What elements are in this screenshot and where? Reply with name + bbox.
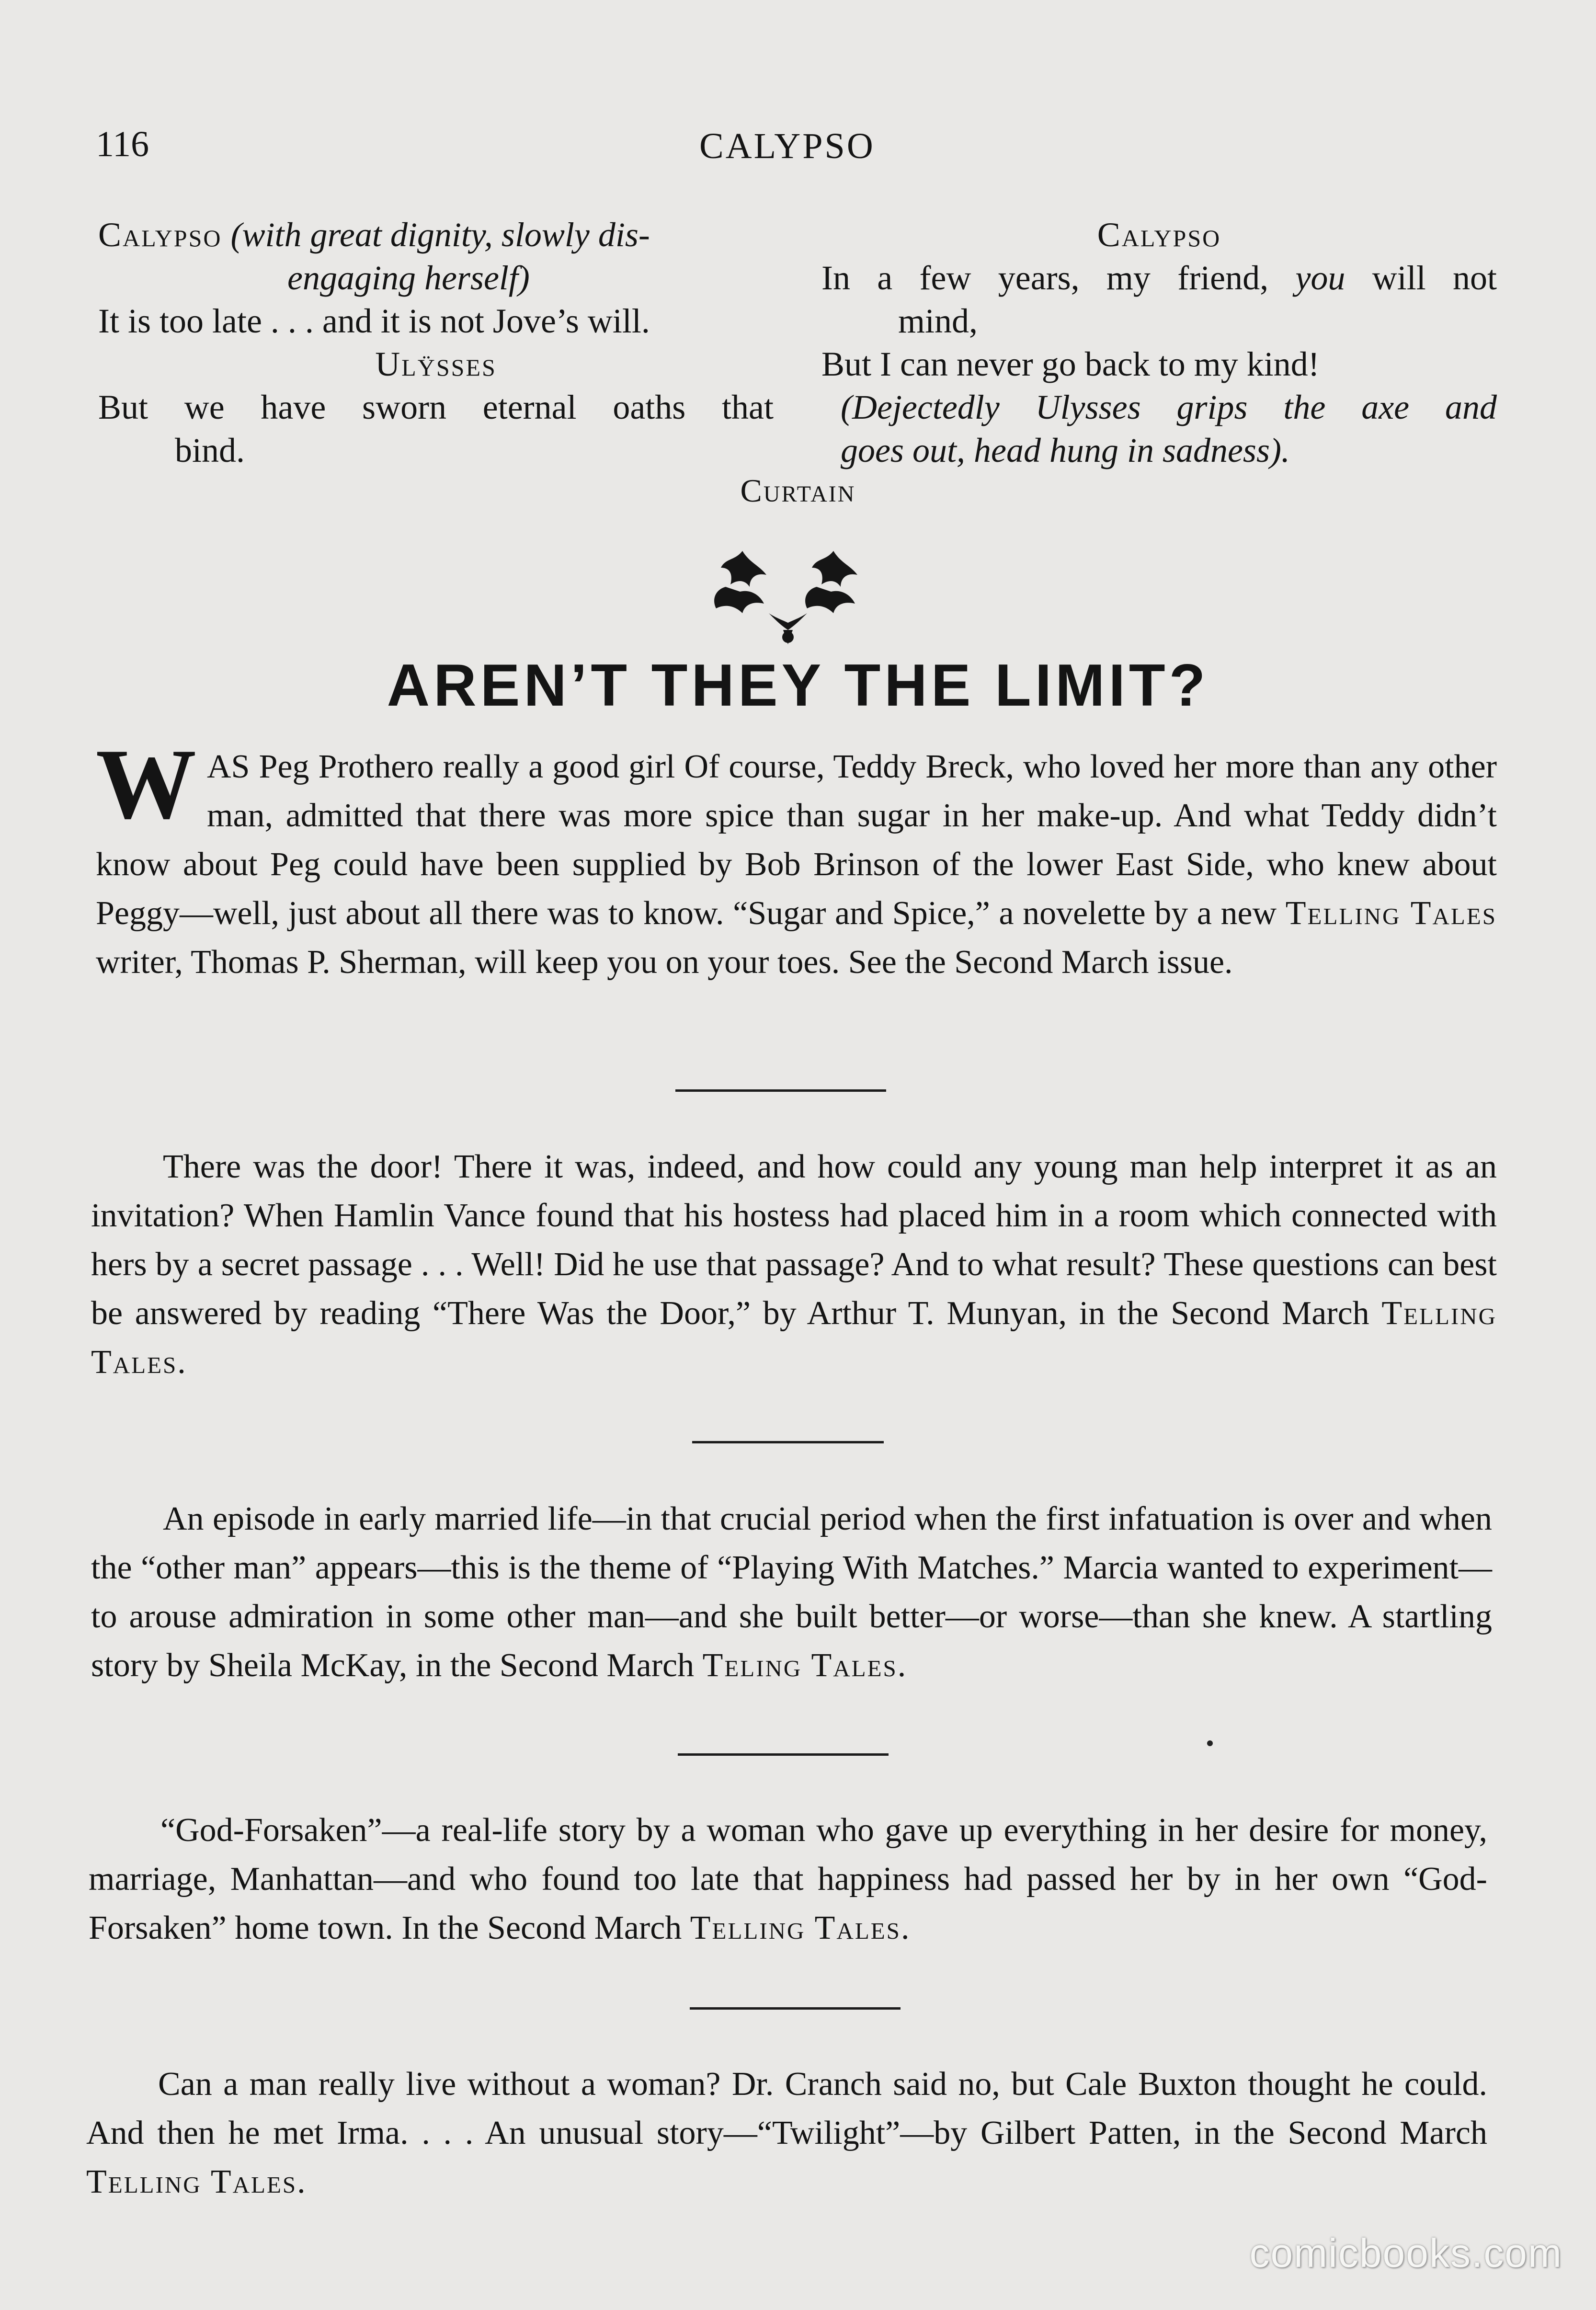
section-divider — [678, 1753, 889, 1756]
watermark: comicbooks.com — [1249, 2230, 1562, 2276]
reply-emphasis: you — [1295, 259, 1345, 297]
reply-text-end: will not — [1372, 259, 1497, 297]
ink-speck — [1207, 1740, 1213, 1746]
blurb-text: There was the door! There it was, indeed, and how could any young man help interpret it as an invitation? When Hamlin Vance found that his hostess had placed him in a room which connected with hers by a secret passage . . . Well! Did he use that passage? And to what result? These questions can best be answered by reading “There Was the Door,” by Arthur T. Munyan, in the Second March — [91, 1148, 1497, 1332]
blurb-sugar-and-spice — [96, 729, 1497, 987]
article-headline: AREN’T THEY THE LIMIT? — [387, 652, 1209, 719]
page-number: 116 — [96, 124, 149, 164]
speaker-calypso: Calypso — [98, 216, 222, 254]
dialogue-left-column — [98, 213, 774, 472]
magazine-title: Telling Tales — [1285, 895, 1497, 932]
blurb-playing-with-matches — [91, 1495, 1492, 1690]
blurb-period: . — [297, 2163, 306, 2200]
magazine-title: Teling Tales — [702, 1647, 898, 1684]
blurb-text: An episode in early married life—in that crucial period when the first infatuation is over and when the “other man” appears—this is the theme of “Playing With Matches.” Marcia wanted to experiment—to arouse admiration in some other man—and she built better—or worse—than she knew. A startling story by Sheila McKay, in the Second March — [91, 1500, 1492, 1684]
section-divider — [690, 2007, 901, 2010]
section-divider — [692, 1441, 884, 1443]
blurb-text: AS Peg Prothero really a good girl Of course, Teddy Breck, who loved her more than any other man, admitted that there was more spice than sugar in her make-up. And what Teddy didn’t know about Peg could have been supplied by Bob Brinson of the lower East Side, who knew about Peggy—well, just about all there was to know. “Sugar and Spice,” a novelette by a new — [96, 748, 1497, 932]
dialogue-right-column — [821, 213, 1497, 472]
magazine-title: Telling Tales — [91, 1295, 1497, 1381]
blurb-text: “God-Forsaken”—a real-life story by a woman who gave up everything in her desire for money, marriage, Manhattan—and who found too late that happiness had passed her by in her own “God-Forsaken” home town. In the Second March — [89, 1812, 1487, 1946]
ulysses-line: But we have sworn eternal oaths that — [98, 388, 774, 426]
blurb-god-forsaken — [89, 1806, 1487, 1953]
blurb-text-end: writer, Thomas P. Sherman, will keep you on your toes. See the Second March issue. — [96, 944, 1233, 981]
magazine-title: Telling Tales — [690, 1910, 901, 1946]
ulysses-line-continued: bind. — [175, 431, 245, 469]
calypso-reply-line — [821, 256, 1497, 299]
speaker-calypso-right: Calypso — [1097, 216, 1221, 254]
stage-direction: (with great dignity, slowly dis- — [230, 216, 650, 254]
blurb-period: . — [177, 1344, 186, 1381]
calypso-reply-continued: mind, — [898, 302, 978, 340]
blurb-there-was-the-door — [91, 1143, 1497, 1387]
blurb-period: . — [901, 1910, 910, 1946]
curtain-label: Curtain — [740, 472, 856, 509]
running-title: CALYPSO — [699, 126, 875, 166]
section-divider — [675, 1089, 886, 1092]
blurb-text: Can a man really live without a woman? Dr. Cranch said no, but Cale Buxton thought he could. And then he met Irma. . . . An unusual story—“Twilight”—by Gilbert Patten, in the Second March — [86, 2066, 1487, 2151]
calypso-reply-line-2: But I can never go back to my kind! — [821, 345, 1320, 383]
blurb-period: . — [897, 1647, 906, 1684]
magazine-title: Telling Tales — [86, 2163, 297, 2200]
final-stage-direction: (Dejectedly Ulysses grips the axe and — [841, 388, 1497, 426]
reply-text: In a few years, my friend, — [821, 259, 1269, 297]
calypso-speech-header — [98, 213, 774, 256]
stage-direction-continued: engaging herself) — [287, 259, 530, 297]
final-stage-direction-continued: goes out, head hung in sadness). — [841, 431, 1290, 469]
blurb-twilight — [86, 2060, 1487, 2207]
speaker-ulysses: Ulÿsses — [375, 345, 497, 383]
calypso-line: It is too late . . . and it is not Jove’s will. — [98, 302, 650, 340]
floral-ornament-icon — [697, 541, 879, 647]
drop-cap: W — [96, 729, 196, 840]
